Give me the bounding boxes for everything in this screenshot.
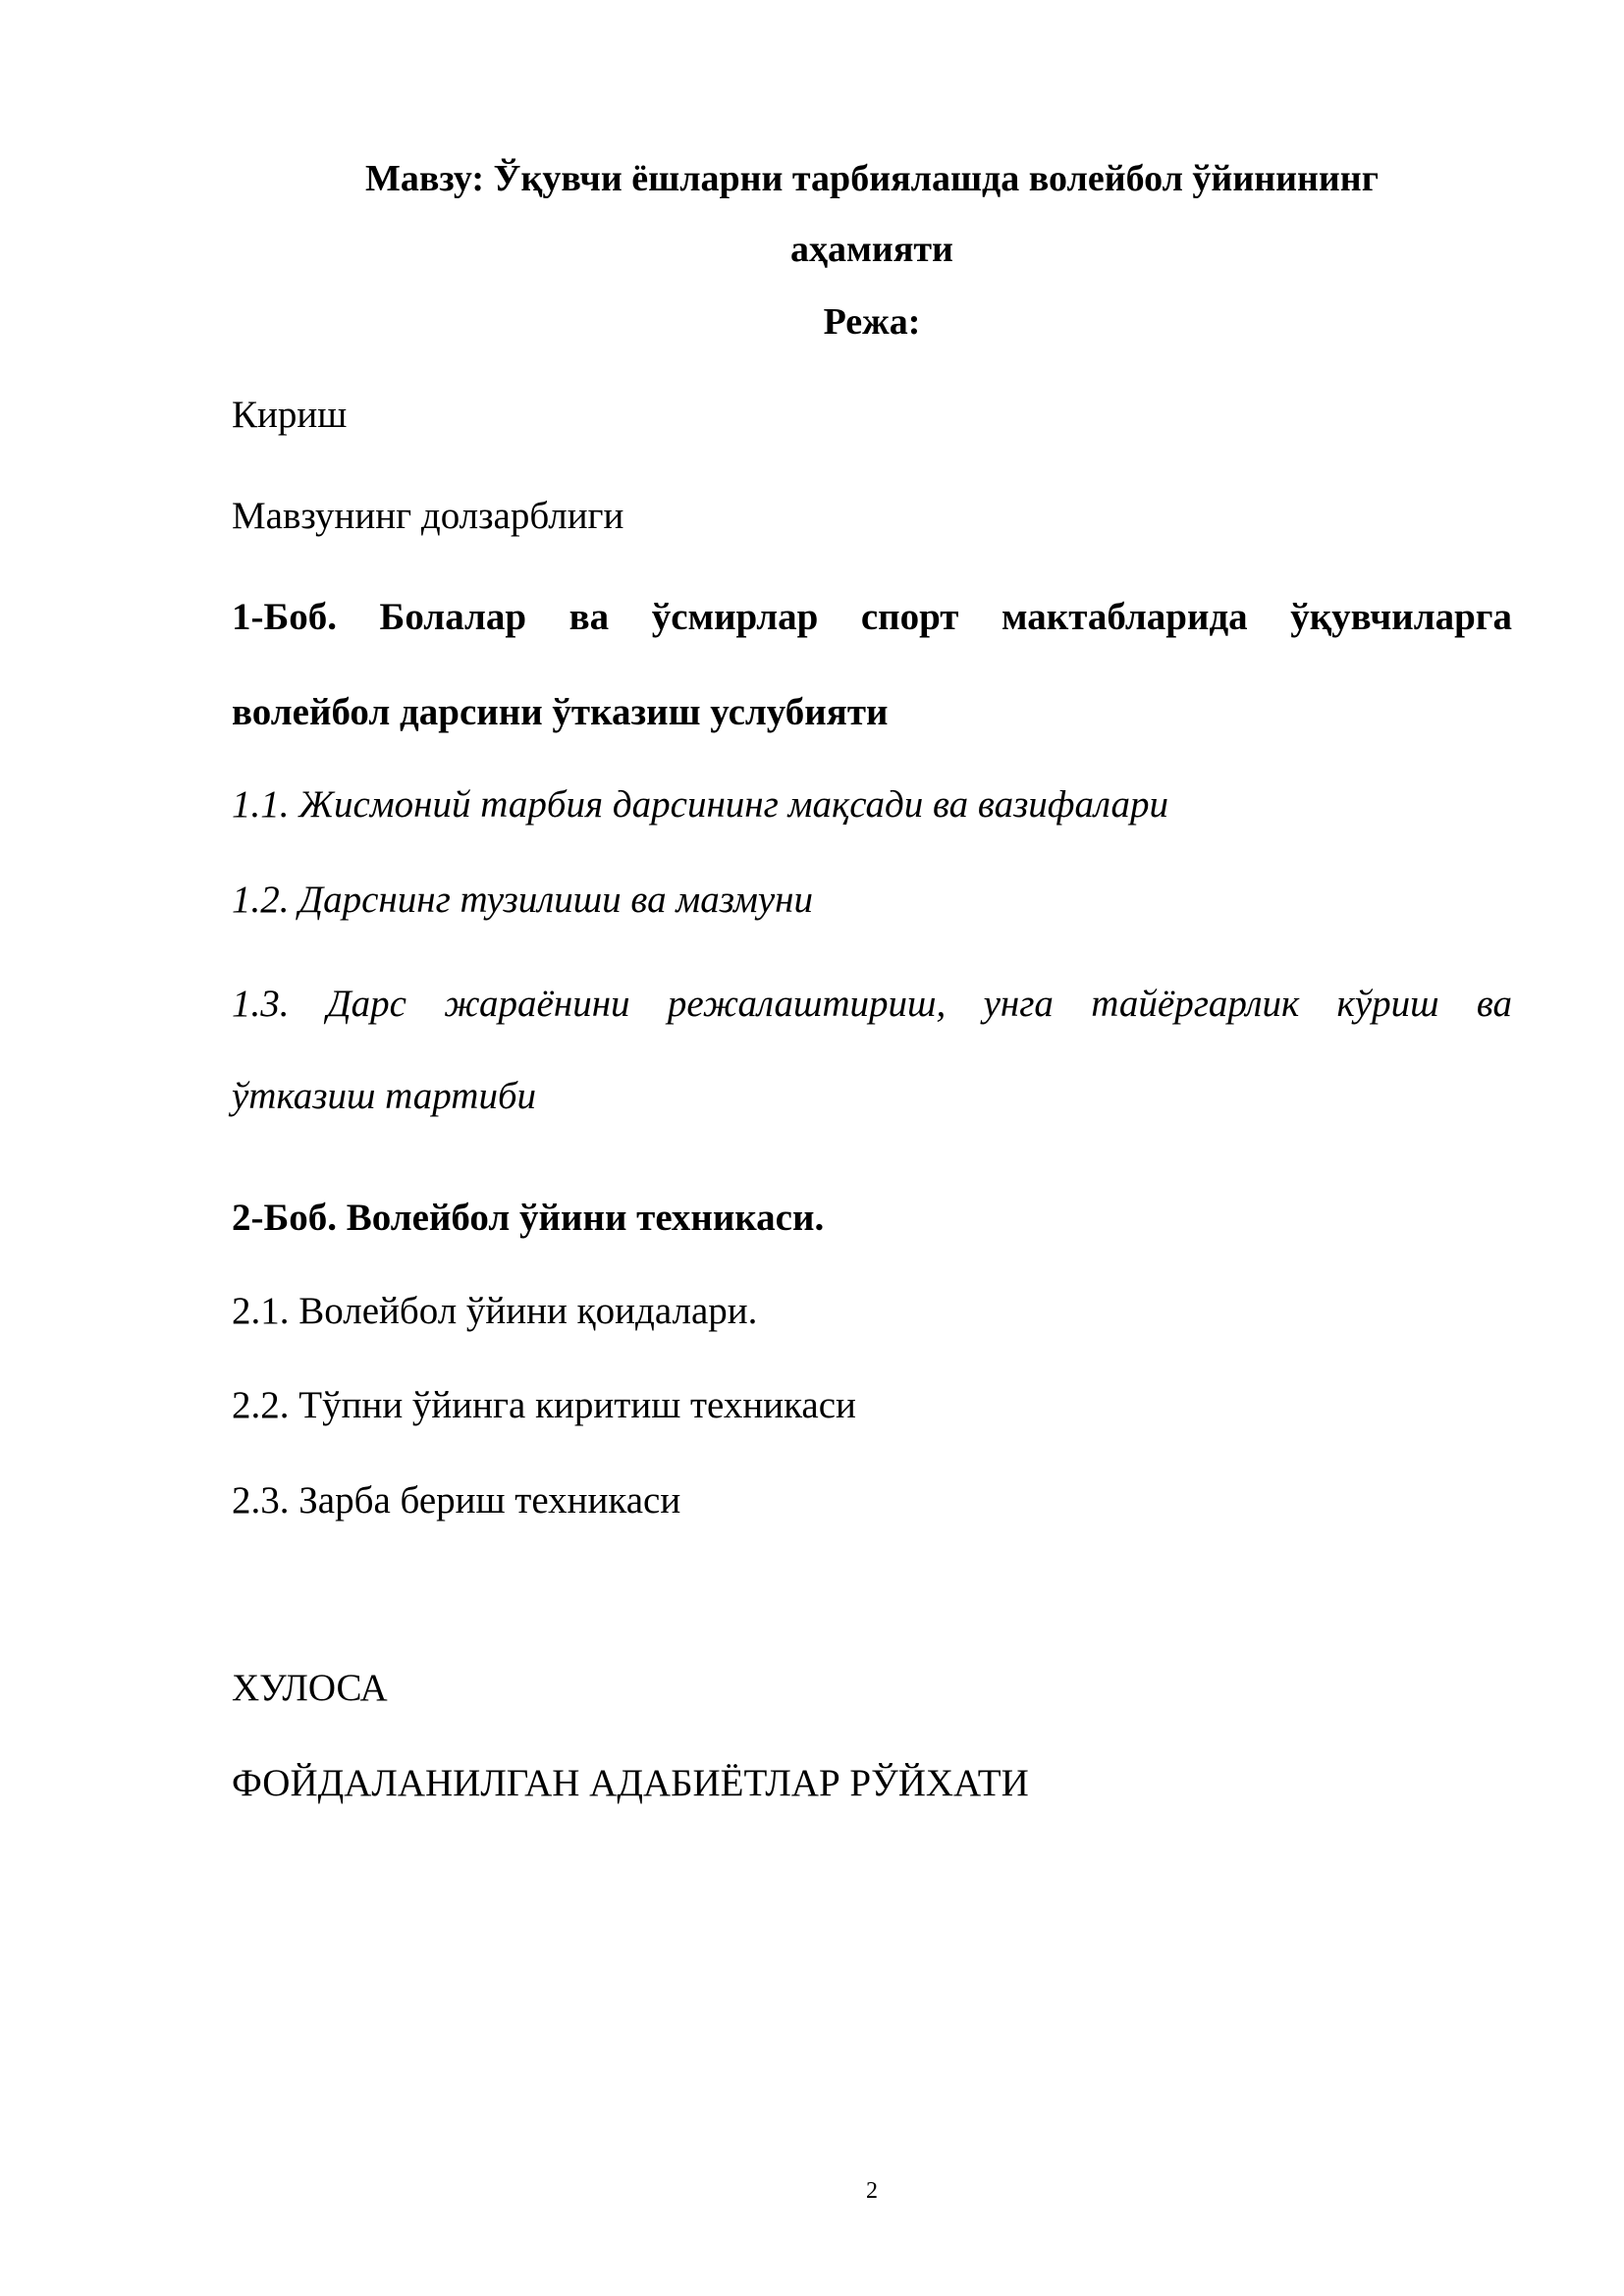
toc-item-2-2: 2.2. Тўпни ўйинга киритиш техникаси: [232, 1384, 856, 1426]
toc-intro: Кириш: [232, 394, 348, 436]
title-line-2: аҳамияти: [790, 229, 953, 270]
title-line-1: Мавзу: Ўқувчи ёшларни тарбиялашда волейбол ўйинининг: [365, 158, 1379, 199]
toc-item-2-1: 2.1. Волейбол ўйини қоидалари.: [232, 1290, 758, 1332]
toc-references: ФОЙДАЛАНИЛГАН АДАБИЁТЛАР РЎЙХАТИ: [232, 1762, 1029, 1804]
toc-item-1-3-line-1: 1.3. Дарс жараёнини режалаштириш, унга тайёргарлик кўриш ва: [232, 983, 1512, 1025]
page-number: 2: [866, 2178, 878, 2204]
chapter1-heading-line-2: волейбол дарсини ўтказиш услубияти: [232, 691, 889, 733]
plan-heading: Режа:: [823, 301, 921, 343]
toc-item-1-3-line-2: ўтказиш тартиби: [232, 1075, 537, 1117]
toc-conclusion: ХУЛОСА: [232, 1667, 388, 1709]
toc-item-2-3: 2.3. Зарба бериш техникаси: [232, 1479, 681, 1522]
chapter2-heading: 2-Боб. Волейбол ўйини техникаси.: [232, 1197, 825, 1239]
toc-item-1-2: 1.2. Дарснинг тузилиши ва мазмуни: [232, 879, 814, 921]
toc-item-1-1: 1.1. Жисмоний тарбия дарсининг мақсади ва вазифалари: [232, 783, 1168, 826]
toc-relevance: Мавзунинг долзарблиги: [232, 495, 624, 537]
chapter1-heading-line-1: 1-Боб. Болалар ва ўсмирлар спорт мактабларида ўқувчиларга: [232, 596, 1512, 638]
